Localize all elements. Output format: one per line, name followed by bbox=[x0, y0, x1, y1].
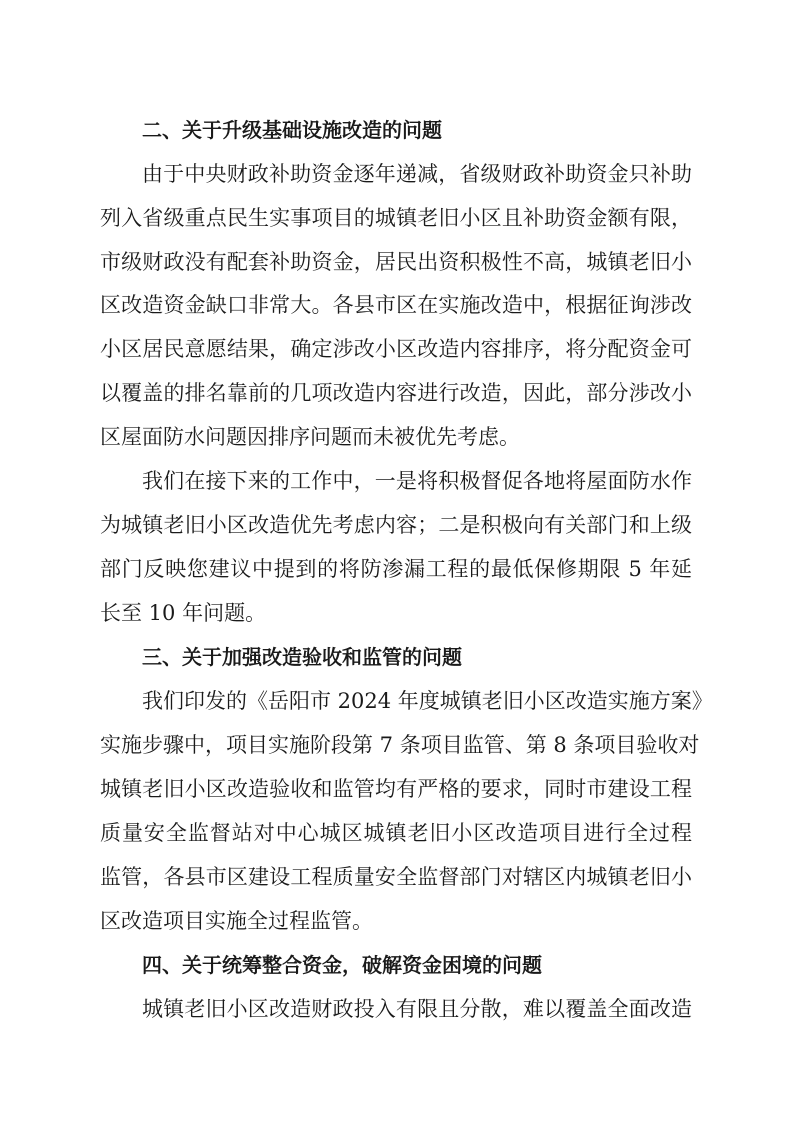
section-heading-3: 三、关于加强改造验收和监管的问题 bbox=[142, 645, 462, 669]
paragraph-line: 长至 10 年问题。 bbox=[100, 601, 267, 625]
paragraph-line: 部门反映您建议中提到的将防渗漏工程的最低保修期限 5 年延 bbox=[100, 557, 692, 581]
section-heading-2: 二、关于升级基础设施改造的问题 bbox=[142, 118, 442, 142]
paragraph-line: 我们印发的《岳阳市 2024 年度城镇老旧小区改造实施方案》 bbox=[142, 689, 713, 713]
paragraph-line: 质量安全监督站对中心城区城镇老旧小区改造项目进行全过程 bbox=[100, 821, 692, 845]
paragraph-line: 列入省级重点民生实事项目的城镇老旧小区且补助资金额有限， bbox=[100, 206, 692, 230]
paragraph-line: 区屋面防水问题因排序问题而未被优先考虑。 bbox=[100, 425, 520, 449]
paragraph-line: 城镇老旧小区改造验收和监管均有严格的要求，同时市建设工程 bbox=[100, 777, 692, 801]
paragraph-line: 实施步骤中，项目实施阶段第 7 条项目监管、第 8 条项目验收对 bbox=[100, 733, 700, 757]
section-heading-4: 四、关于统筹整合资金，破解资金困境的问题 bbox=[142, 953, 542, 977]
paragraph-line: 为城镇老旧小区改造优先考虑内容；二是积极向有关部门和上级 bbox=[100, 513, 692, 537]
paragraph-line: 监管，各县市区建设工程质量安全监督部门对辖区内城镇老旧小 bbox=[100, 865, 692, 889]
paragraph-line: 我们在接下来的工作中，一是将积极督促各地将屋面防水作 bbox=[142, 469, 692, 493]
paragraph-line: 小区居民意愿结果，确定涉改小区改造内容排序，将分配资金可 bbox=[100, 337, 692, 361]
paragraph-line: 区改造项目实施全过程监管。 bbox=[100, 909, 373, 933]
paragraph-line: 区改造资金缺口非常大。各县市区在实施改造中，根据征询涉改 bbox=[100, 293, 692, 317]
paragraph-line: 由于中央财政补助资金逐年递减，省级财政补助资金只补助 bbox=[142, 162, 692, 186]
paragraph-line: 市级财政没有配套补助资金，居民出资积极性不高，城镇老旧小 bbox=[100, 250, 692, 274]
paragraph-line: 以覆盖的排名靠前的几项改造内容进行改造，因此，部分涉改小 bbox=[100, 381, 692, 405]
paragraph-line: 城镇老旧小区改造财政投入有限且分散，难以覆盖全面改造 bbox=[142, 997, 692, 1021]
